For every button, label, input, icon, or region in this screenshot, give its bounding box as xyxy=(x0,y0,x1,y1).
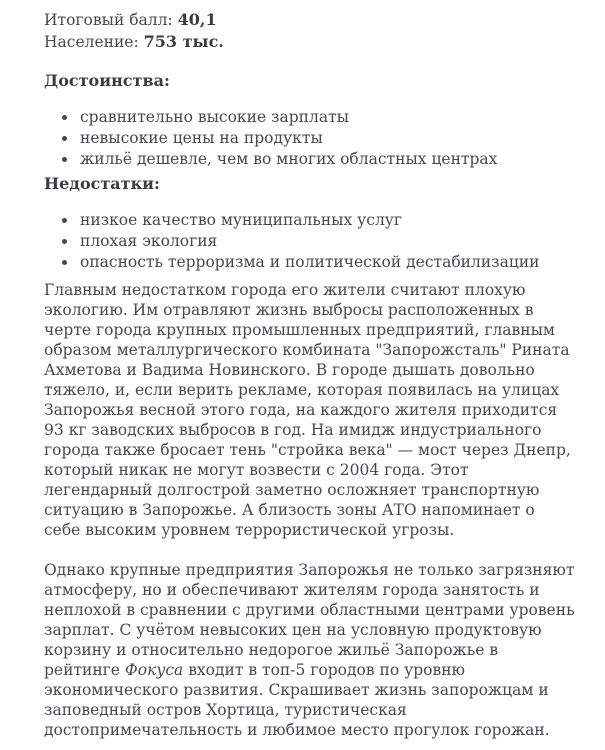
score-line xyxy=(44,9,575,31)
pros-heading: Достоинства: xyxy=(44,71,170,90)
list-item: • низкое качество муниципальных услуг xyxy=(78,210,575,231)
population-line xyxy=(44,31,575,53)
paragraph xyxy=(44,560,575,740)
cons-heading: Недостатки: xyxy=(44,174,160,193)
article-paragraphs xyxy=(44,280,575,740)
score-value: 40,1 xyxy=(177,10,217,29)
population-label: Население: xyxy=(44,33,139,51)
list-item: • плохая экология xyxy=(78,231,575,252)
score-label: Итоговый балл: xyxy=(44,11,173,29)
population-value: 753 тыс. xyxy=(143,32,224,51)
paragraph-text: Однако крупные предприятия Запорожья не только загрязняют атмосферу, но и обеспечивают жителям города занятость и неплохой в сравнении с другими областными центрами уровень зарплат. С учётом невысоких цен на условную продуктовую корзину и относительно недорогое жильё Запорожье в рейтинге xyxy=(44,561,575,679)
list-item: • жильё дешевле, чем во многих областных центрах xyxy=(78,149,575,170)
cons-list xyxy=(44,210,575,273)
list-item: • невысокие цены на продукты xyxy=(78,128,575,149)
list-item: • опасность терроризма и политической дестабилизации xyxy=(78,252,575,273)
paragraph-text: Главным недостатком города его жители считают плохую экологию. Им отравляют жизнь выбросы расположенных в черте города крупных промышленных предприятий, главным образом металлургического комбината "Запорожсталь" Рината Ахметова и Вадима Новинского. В городе дышать довольно тяжело, и, если верить рекламе, которая появилась на улицах Запорожья весной этого года, на каждого жителя приходится 93 кг заводских выбросов в год. На имидж индустриального города также бросает тень "стройка века" — мост через Днепр, который никак не могут возвести с 2004 года. Этот легендарный долгострой заметно осложняет транспортную ситуацию в Запорожье. А близость зоны АТО напоминает о себе высоким уровнем террористической угрозы. xyxy=(44,281,571,539)
list-item: • сравнительно высокие зарплаты xyxy=(78,107,575,128)
pros-list xyxy=(44,107,575,170)
paragraph xyxy=(44,280,575,540)
paragraph-text: входит в топ-5 городов по уровню экономического развития. Скрашивает жизнь запорожцам и заповедный остров Хортица, туристическая достопримечательность и любимое место прогулок горожан. xyxy=(44,661,550,739)
italic-text: Фокуса xyxy=(124,661,184,679)
